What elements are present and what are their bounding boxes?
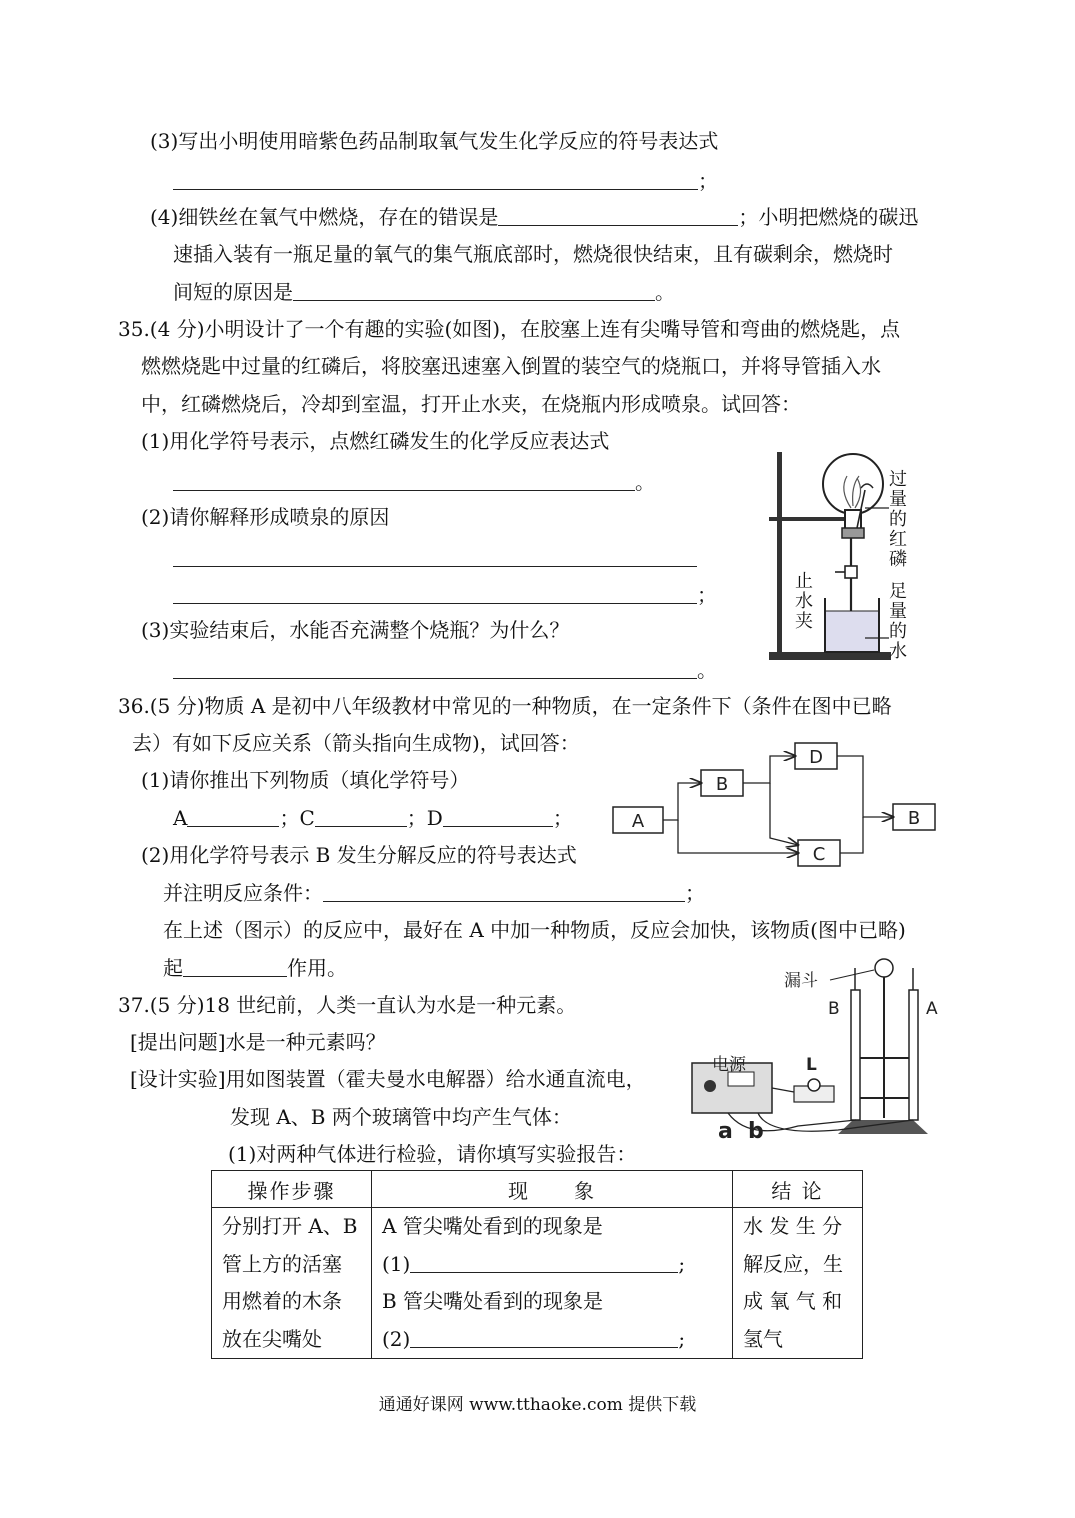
tube-a [909,990,918,1120]
label-a: A [631,811,645,832]
label-water-clamp: 止水夹 [795,571,813,632]
conclusion-line: 氢气 [743,1326,783,1351]
answer-blank[interactable] [173,546,697,567]
conclusion-line: 水 发 生 分 [743,1214,843,1238]
q35-sub2: (2)请你解释形成喷泉的原因 [141,505,390,529]
reaction-relation-diagram [608,738,943,873]
q35-sub2-answer-1 [173,545,697,571]
table-header-row [212,1171,863,1208]
phenomenon-a-answer: (1) ; [382,1251,686,1276]
label-b-product: B [907,808,921,829]
q35-sub3: (3)实验结束后，水能否充满整个烧瓶？为什么？ [141,618,570,642]
answer-blank-a[interactable] [187,806,279,827]
q36-sub2: (2)用化学符号表示 B 发生分解反应的符号表达式 [141,843,577,867]
answer-blank[interactable] [173,658,697,679]
label-enough-water: 足量的水 [889,581,907,662]
table-row [212,1208,863,1359]
q37-stem: 37.(5 分)18 世纪前，人类一直认为水是一种元素。 [118,993,577,1017]
q36-stem-line2: 去）有如下反应关系（箭头指向生成物)，试回答： [132,731,580,755]
q35-sub1: (1)用化学符号表示，点燃红磷发生的化学反应表达式 [141,429,610,453]
q35-stem-line1: 35.(4 分)小明设计了一个有趣的实验(如图)，在胶塞上连有尖嘴导管和弯曲的燃烧匙，点 [118,317,901,341]
q35-stem-line3: 中，红磷燃烧后，冷却到室温，打开止水夹，在烧瓶内形成喷泉。试回答： [141,392,801,416]
q35-sub2-answer-2: ； [173,582,717,608]
q34-part4-line1: (4)细铁丝在氧气中燃烧，存在的错误是 ；小明把燃烧的碳迅 [150,205,919,229]
q34-part4-line2: 速插入装有一瓶足量的氧气的集气瓶底部时，燃烧很快结束，且有碳剩余，燃烧时 [173,242,893,266]
answer-blank[interactable] [323,881,685,902]
q36-sub1-blanks: A ；C ；D ； [173,806,573,830]
answer-blank[interactable] [183,956,287,977]
stand-base [769,652,891,660]
label-tube-b: B [828,999,840,1019]
beaker-water [826,611,878,651]
q36-sub4: 起 作用。 [163,956,347,980]
label-b: B [715,774,729,795]
hofmann-electrolyzer-figure [688,958,960,1146]
stand-pole [777,452,782,654]
answer-blank[interactable] [498,205,738,226]
phenomenon-a-text: A 管尖嘴处看到的现象是 [382,1214,603,1238]
answer-blank-d[interactable] [443,806,553,827]
conclusion-line: 成 氧 气 和 [743,1289,843,1313]
page-footer: 通通好课网 www.tthaoke.com 提供下载 [378,1395,697,1415]
op-line: 用燃着的木条 [222,1289,342,1313]
answer-blank[interactable] [173,169,698,190]
q34-part3-answer: ； [173,168,718,194]
q37-report-intro: (1)对两种气体进行检验，请你填写实验报告： [228,1142,637,1166]
q34-part4-line3: 间短的原因是 。 [173,280,675,304]
label-excess-phosphorus: 过量的红磷 [889,469,907,570]
q37-question: [提出问题]水是一种元素吗？ [130,1030,386,1054]
label-terminal-b: b [748,1119,764,1144]
label-c: C [812,844,826,865]
phenomenon-b-answer: (2) ; [382,1326,686,1351]
conclusion-line: 解反应，生 [743,1251,843,1276]
cell-operation [212,1208,372,1359]
electrolyzer-base [838,1120,928,1134]
answer-blank[interactable] [410,1252,678,1273]
tube-b [851,990,860,1120]
answer-blank[interactable] [293,280,655,301]
q35-sub3-answer: 。 [173,657,717,683]
clamp-arm [769,517,854,521]
answer-blank-c[interactable] [315,806,407,827]
phenomenon-b-text: B 管尖嘴处看到的现象是 [382,1289,604,1313]
label-terminal-a: a [718,1119,733,1144]
label-tube-a: A [926,999,938,1019]
q36-sub2-condition: 并注明反应条件： ； [163,881,705,905]
lamp [808,1079,820,1091]
funnel [875,959,893,977]
label-funnel: 漏斗 [784,971,818,991]
cell-phenomenon [372,1208,733,1359]
q34-part3: (3)写出小明使用暗紫色药品制取氧气发生化学反应的符号表达式 [150,129,719,153]
answer-blank[interactable] [173,470,635,491]
label-power: 电源 [712,1055,746,1075]
q36-sub3: 在上述（图示）的反应中，最好在 A 中加一种物质，反应会加快，该物质(图中已略) [163,918,906,942]
label-lamp: L [806,1055,817,1075]
q35-sub1-answer: 。 [173,469,655,495]
experiment-report-table [211,1170,863,1359]
q36-stem-line1: 36.(5 分)物质 A 是初中八年级教材中常见的一种物质，在一定条件下（条件在图中已略 [118,694,892,718]
answer-blank[interactable] [410,1327,678,1348]
answer-blank[interactable] [173,583,697,604]
water-clamp [845,566,857,578]
label-d: D [809,747,823,768]
header-steps: 操作步骤 [212,1171,372,1208]
op-line: 放在尖嘴处 [222,1326,322,1351]
q35-stem-line2: 燃燃烧匙中过量的红磷后，将胶塞迅速塞入倒置的装空气的烧瓶口，并将导管插入水 [141,354,881,378]
header-conclusion: 结 论 [733,1171,863,1208]
q36-sub1: (1)请你推出下列物质（填化学符号） [141,768,470,792]
header-phenomenon: 现 象 [372,1171,733,1208]
op-line: 管上方的活塞 [222,1251,342,1276]
op-line: 分别打开 A、B [222,1214,358,1238]
cell-conclusion [733,1208,863,1359]
stopper [842,528,864,538]
q37-design: [设计实验]用如图装置（霍夫曼水电解器）给水通直流电， [130,1067,646,1091]
q37-observation: 发现 A、B 两个玻璃管中均产生气体： [230,1105,572,1129]
